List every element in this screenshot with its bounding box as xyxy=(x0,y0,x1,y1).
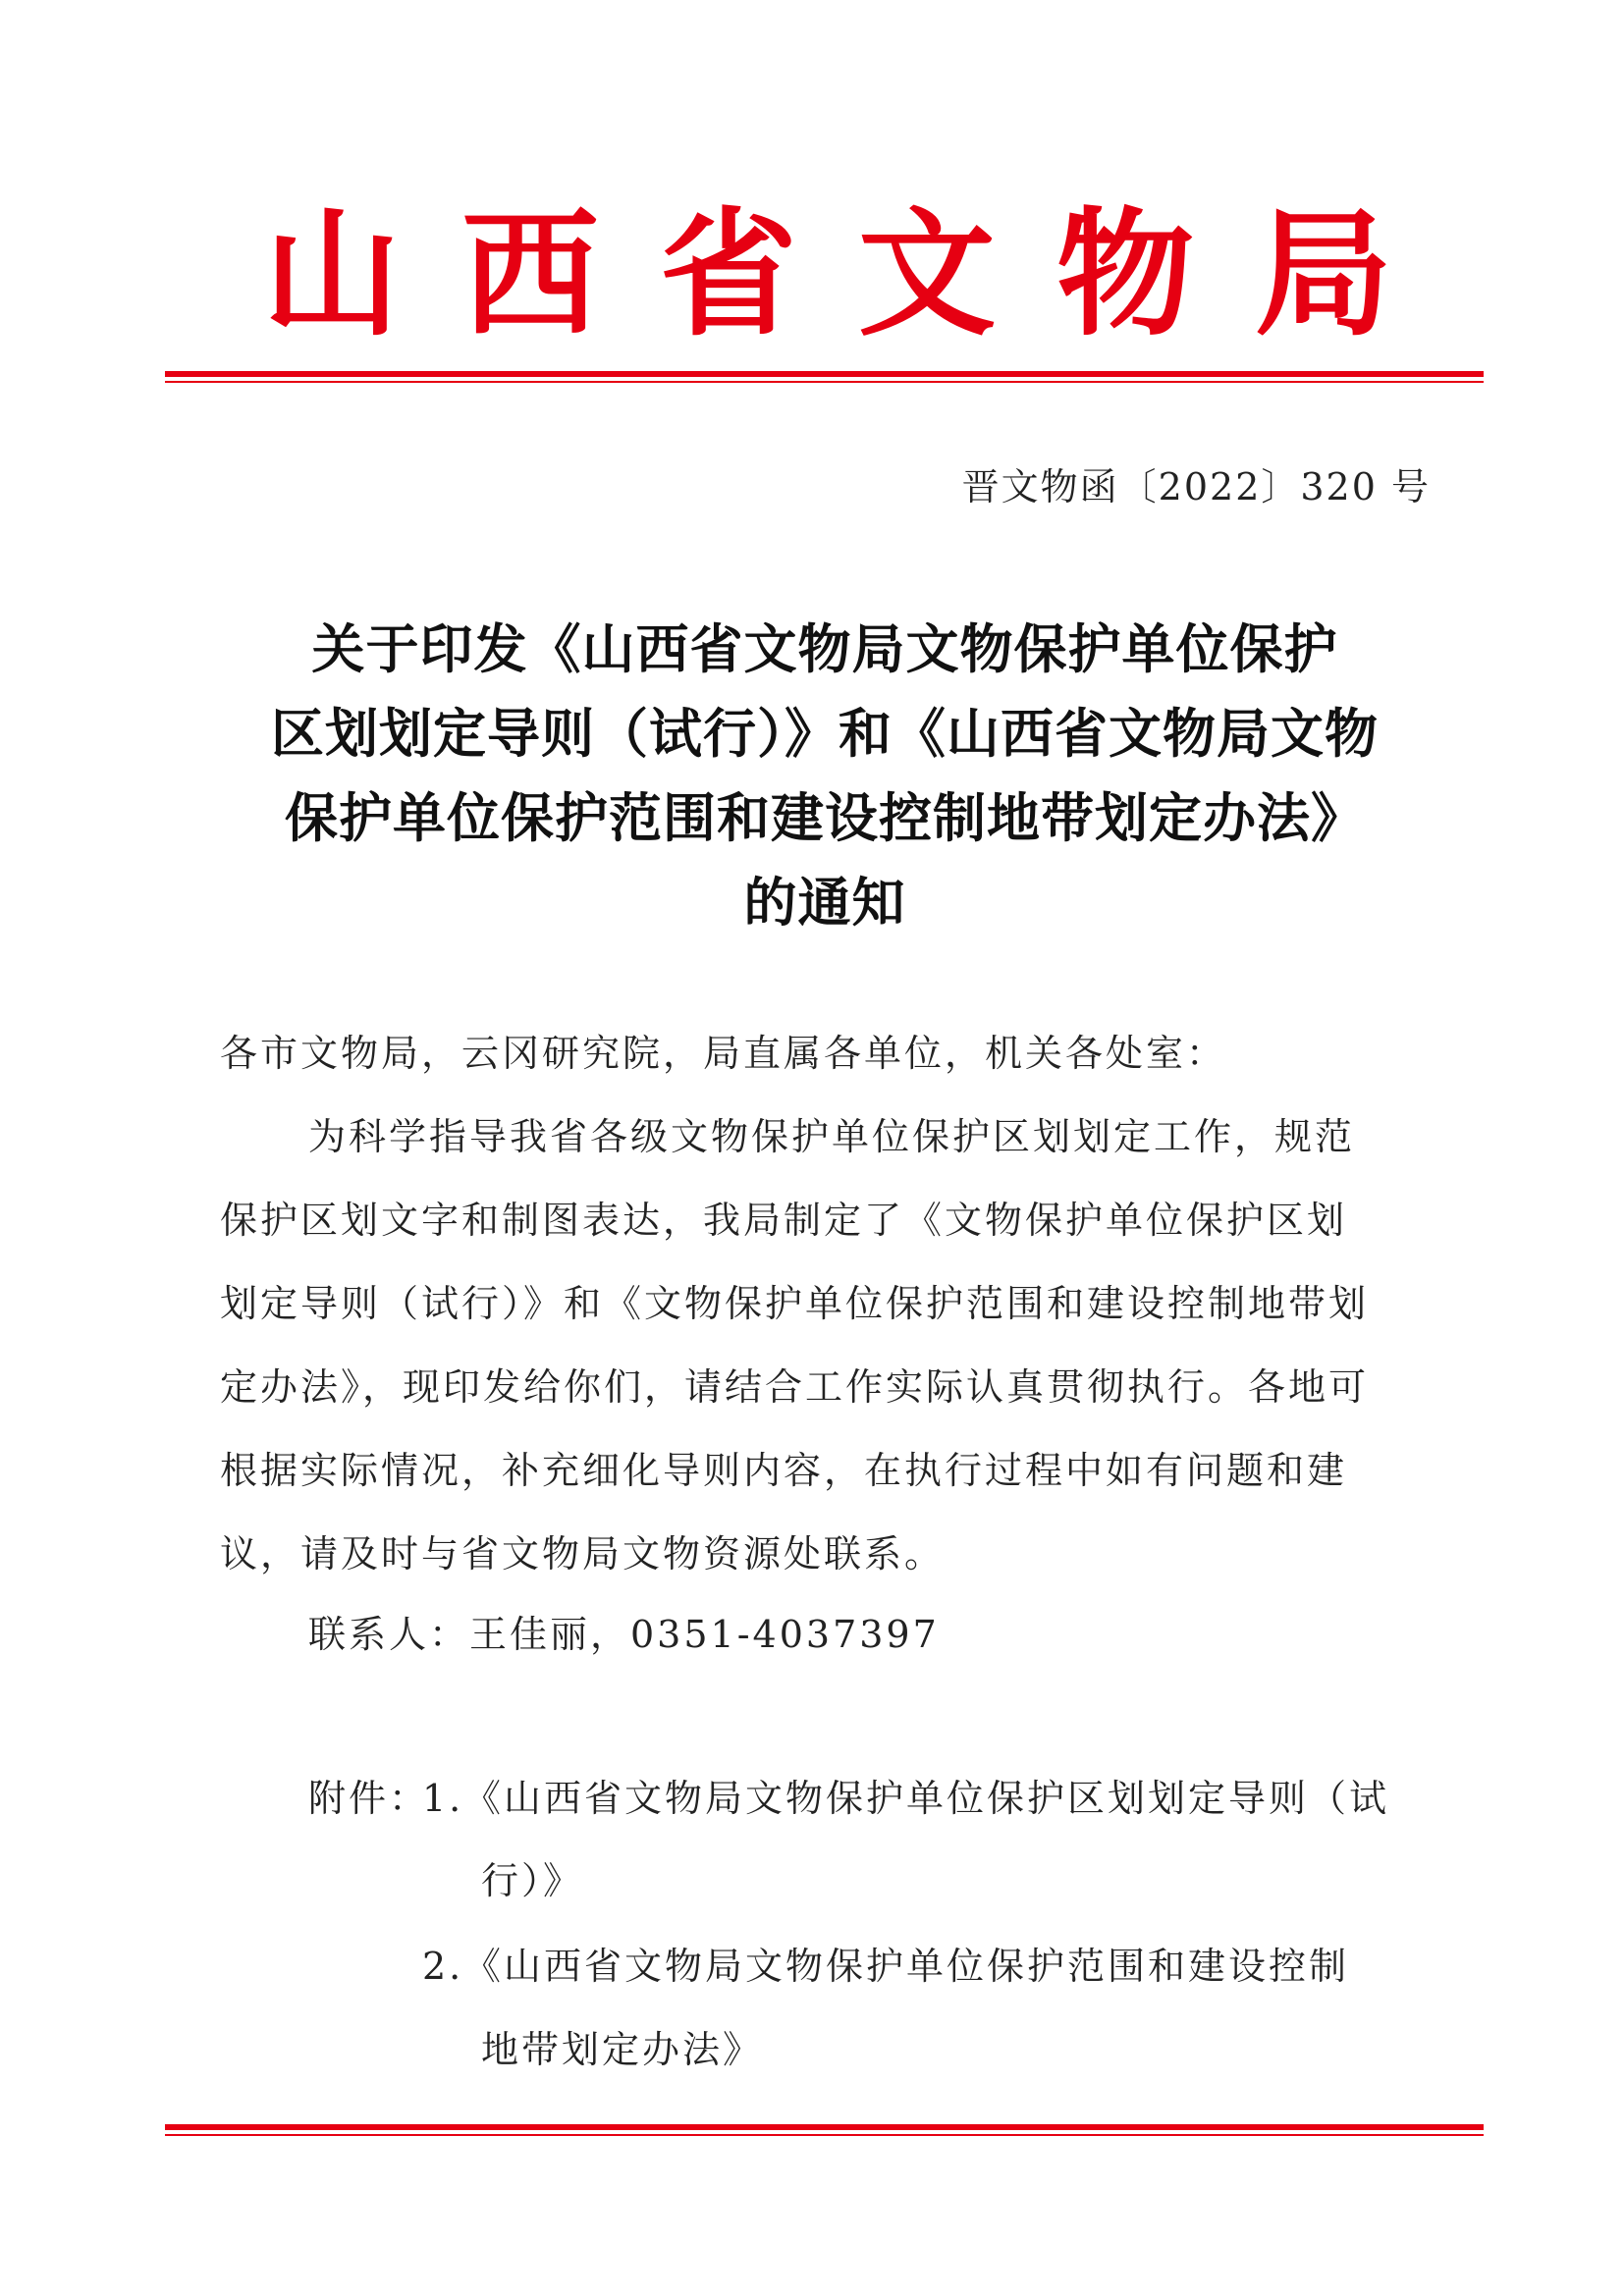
title-line: 关于印发《山西省文物局文物保护单位保护 xyxy=(311,617,1338,680)
org-char: 省 xyxy=(659,194,797,355)
org-char: 局 xyxy=(1254,194,1392,355)
attachment-number: 2. xyxy=(422,1945,464,1988)
attachment-title-line: 行）》 xyxy=(481,1859,584,1902)
footer-divider xyxy=(165,2124,1484,2136)
divider-thin-line xyxy=(165,381,1484,383)
paragraph-line: 议，请及时与省文物局文物资源处联系。 xyxy=(220,1532,946,1575)
header-divider xyxy=(165,371,1484,383)
paragraph-line: 划定导则（试行）》和《文物保护单位保护范围和建设控制地带划 xyxy=(220,1282,1370,1325)
divider-thick-line xyxy=(165,371,1484,377)
contact-line: 联系人：王佳丽，0351-4037397 xyxy=(308,1613,940,1656)
org-char: 山 xyxy=(263,194,402,355)
divider-thin-line xyxy=(165,2134,1484,2136)
attachment-number: 1. xyxy=(422,1777,464,1820)
title-line: 区划划定导则（试行）》和《山西省文物局文物 xyxy=(271,702,1379,765)
divider-thick-line xyxy=(165,2124,1484,2130)
org-char: 西 xyxy=(460,194,599,355)
attachment-title-line: 地带划定办法》 xyxy=(481,2028,764,2071)
document-number: 晋文物函〔2022〕320 号 xyxy=(961,465,1431,508)
salutation: 各市文物局，云冈研究院，局直属各单位，机关各处室： xyxy=(220,1032,1227,1075)
title-line: 保护单位保护范围和建设控制地带划定办法》 xyxy=(285,786,1365,849)
paragraph-line: 为科学指导我省各级文物保护单位保护区划划定工作，规范 xyxy=(308,1115,1356,1158)
title-line: 的通知 xyxy=(743,871,906,934)
attachments-label: 附件： xyxy=(308,1777,430,1820)
paragraph-line: 保护区划文字和制图表达，我局制定了《文物保护单位保护区划 xyxy=(220,1199,1348,1242)
document-title xyxy=(216,607,1434,944)
paragraph-line: 根据实际情况，补充细化导则内容，在执行过程中如有问题和建 xyxy=(220,1449,1348,1492)
issuing-organization-header xyxy=(263,196,1392,353)
paragraph-line: 定办法》，现印发给你们，请结合工作实际认真贯彻执行。各地可 xyxy=(220,1365,1370,1409)
org-char: 物 xyxy=(1056,194,1194,355)
org-char: 文 xyxy=(857,194,996,355)
attachment-title-line: 《山西省文物局文物保护单位保护区划划定导则（试 xyxy=(463,1777,1390,1820)
attachment-title-line: 《山西省文物局文物保护单位保护范围和建设控制 xyxy=(463,1945,1350,1988)
